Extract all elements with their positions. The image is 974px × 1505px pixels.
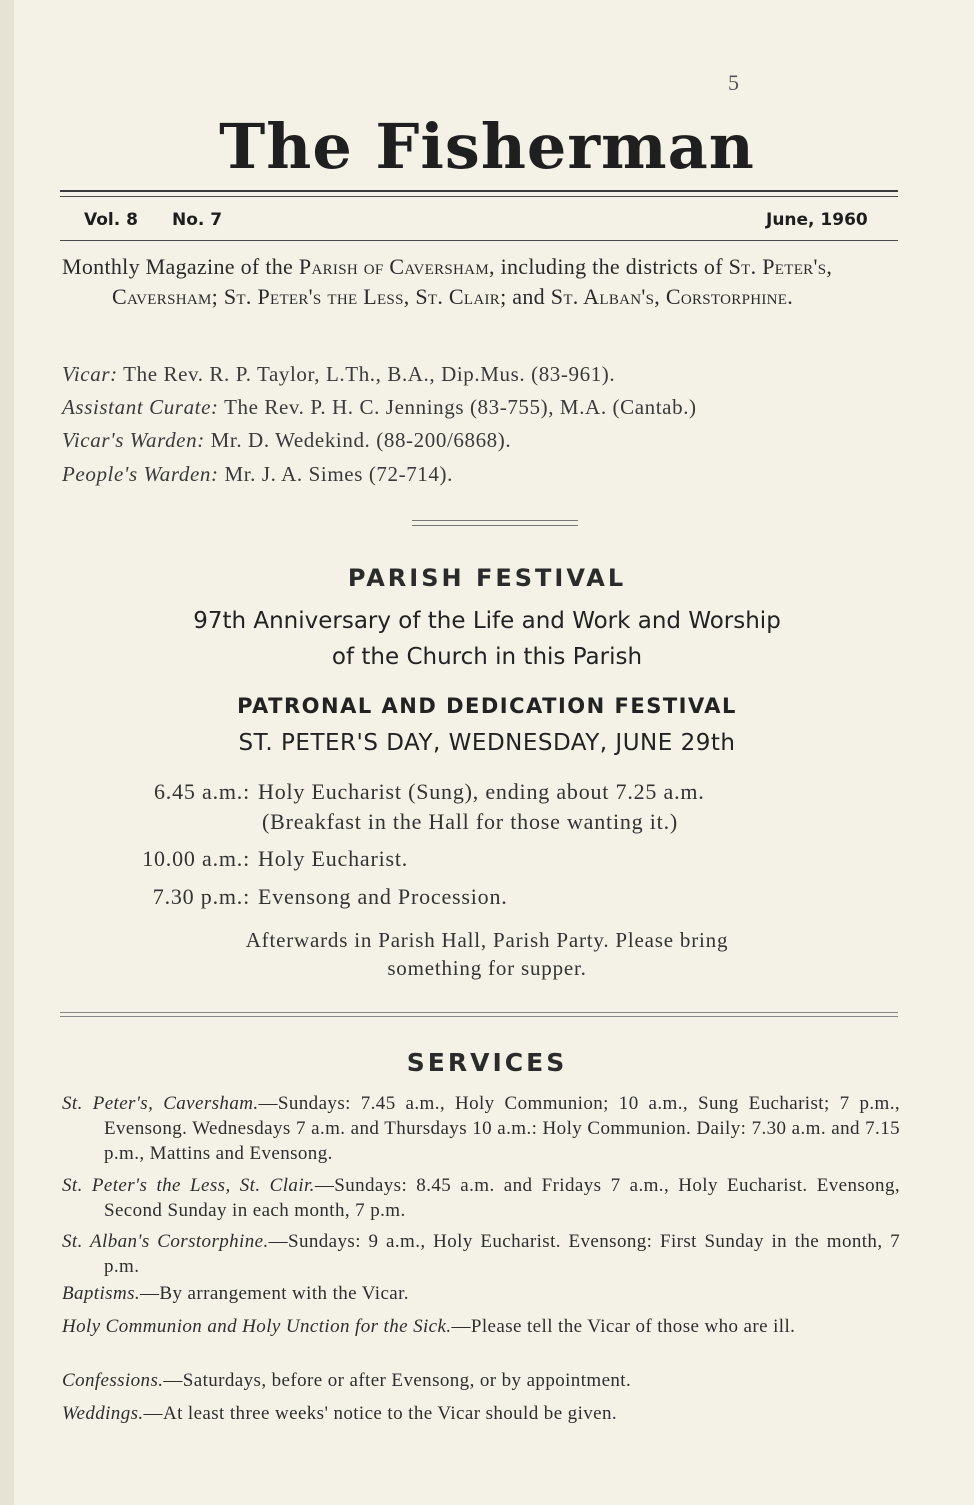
section-divider [412, 525, 578, 526]
schedule-time: 10.00 a.m.: [142, 846, 250, 871]
intro-text: . [787, 284, 794, 309]
service-text: —Please tell the Vicar of those who are ill. [451, 1316, 796, 1337]
schedule-time: 7.30 p.m.: [152, 884, 250, 909]
service-text: —Sundays: 7.45 a.m., Holy Communion; 10 a.m., Sung Eucharist; 7 p.m., Evensong. Wednesdays 7 a.m. and Thursdays 10 a.m.: Holy Communion. Daily: 7.30 a.m. and 7.15 p.m., Mattins and Evensong. [104, 1093, 900, 1164]
service-item [62, 1401, 900, 1426]
staff-detail: The Rev. R. P. Taylor, L.Th., B.A., Dip.Mus. (83-961). [117, 362, 616, 386]
service-lead: Holy Communion and Holy Unction for the Sick. [62, 1316, 452, 1337]
schedule-description: Evensong and Procession. [258, 884, 508, 909]
masthead-title: The Fisherman [219, 110, 755, 183]
staff-peoples-warden [62, 462, 902, 487]
staff-detail: Mr. J. A. Simes (72-714). [218, 462, 453, 486]
district-name: St. Alban's, Corstorphine [550, 284, 788, 309]
services-rule [60, 1016, 898, 1017]
service-lead: St. Peter's, Caversham. [62, 1093, 259, 1114]
festival-title: PARISH FESTIVAL [347, 564, 627, 592]
service-text: —By arrangement with the Vicar. [140, 1283, 409, 1304]
schedule-note: (Breakfast in the Hall for those wanting it.) [262, 809, 679, 834]
intro-text: , including the districts of [488, 254, 729, 279]
masthead-rule-double [60, 196, 898, 197]
staff-vicars-warden [62, 428, 902, 453]
service-item [62, 1281, 900, 1306]
page-number: 5 [728, 70, 739, 95]
staff-role: Vicar: [62, 362, 118, 386]
masthead-rule-top [60, 190, 898, 192]
service-lead: Baptisms. [62, 1283, 141, 1304]
service-item [62, 1173, 900, 1223]
staff-role: Vicar's Warden: [62, 428, 205, 452]
service-text: —Sundays: 9 a.m., Holy Eucharist. Evensong: First Sunday in the month, 7 p.m. [104, 1231, 901, 1277]
service-text: —Sundays: 8.45 a.m. and Fridays 7 a.m., Holy Eucharist. Evensong, Second Sunday in each month, 7 p.m. [104, 1175, 900, 1221]
staff-role: People's Warden: [62, 462, 219, 486]
service-item [62, 1314, 900, 1339]
schedule-description: Holy Eucharist (Sung), ending about 7.25 a.m. [258, 779, 705, 804]
issue-number: No. 7 [172, 210, 223, 230]
intro-separator: ; and [500, 284, 551, 309]
service-item [62, 1368, 900, 1393]
service-text: —Saturdays, before or after Evensong, or by appointment. [163, 1370, 632, 1391]
district-name: St. Peter's the Less, St. Clair [223, 284, 501, 309]
staff-assistant-curate [62, 395, 902, 420]
service-item [62, 1229, 900, 1279]
afterwards-note: something for supper. [387, 956, 587, 980]
service-lead: Weddings. [62, 1403, 144, 1424]
parish-name: Parish of Caversham [298, 254, 489, 279]
staff-detail: The Rev. P. H. C. Jennings (83-755), M.A. (Cantab.) [218, 395, 697, 419]
festival-subtitle: 97th Anniversary of the Life and Work and Worship [193, 608, 781, 634]
festival-subtitle: of the Church in this Parish [331, 644, 643, 670]
services-rule [60, 1012, 898, 1013]
afterwards-note: Afterwards in Parish Hall, Parish Party. Please bring [245, 928, 729, 952]
magazine-description [62, 252, 902, 312]
schedule-description: Holy Eucharist. [258, 846, 409, 871]
service-item [62, 1091, 900, 1166]
issue-volume: Vol. 8 [84, 210, 138, 230]
schedule-time: 6.45 a.m.: [154, 779, 250, 804]
festival-date: ST. PETER'S DAY, WEDNESDAY, JUNE 29th [238, 730, 736, 756]
staff-detail: Mr. D. Wedekind. (88-200/6868). [204, 428, 512, 452]
staff-role: Assistant Curate: [62, 395, 219, 419]
district-name: St. Peter's, Caversham [112, 254, 833, 309]
services-title: SERVICES [406, 1048, 568, 1077]
service-lead: Confessions. [62, 1370, 164, 1391]
issue-rule [60, 240, 898, 241]
service-text: —At least three weeks' notice to the Vicar should be given. [143, 1403, 618, 1424]
issue-date: June, 1960 [766, 210, 868, 230]
intro-text: Monthly Magazine of the [62, 254, 299, 279]
staff-vicar [62, 362, 902, 387]
service-lead: St. Peter's the Less, St. Clair. [62, 1175, 315, 1196]
festival-heading: PATRONAL AND DEDICATION FESTIVAL [237, 694, 737, 718]
service-lead: St. Alban's Corstorphine. [62, 1231, 269, 1252]
section-divider [412, 520, 578, 521]
intro-separator: ; [211, 284, 224, 309]
